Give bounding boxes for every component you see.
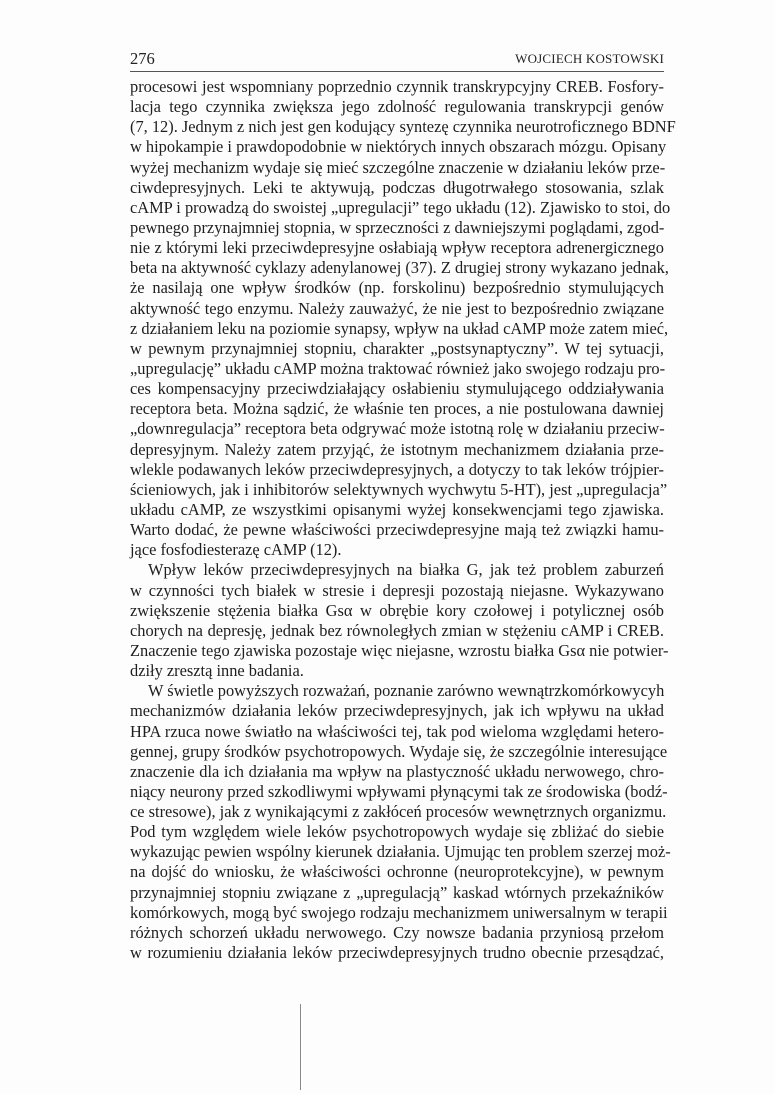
- page-number: 276: [130, 49, 155, 68]
- text-line: Znaczenie tego zjawiska pozostaje więc niejasne, wzrostu białka Gsα nie potwier-: [130, 640, 669, 660]
- text-line: wyżej mechanizm wydaje się mieć szczególne znaczenie w działaniu leków prze-: [130, 157, 666, 177]
- text-line: wlekle podawanych leków przeciwdepresyjnych, a dotyczy to tak leków trójpier-: [130, 459, 664, 479]
- text-line: układu cAMP, ze wszystkimi opisanymi wyżej konsekwencjami tego zjawiska.: [130, 499, 664, 519]
- text-line: procesowi jest wspomniany poprzednio czynnik transkrypcyjny CREB. Fosfory-: [130, 77, 664, 96]
- text-line: beta na aktywność cyklazy adenylanowej (37). Z drugiej strony wykazano jednak,: [130, 258, 669, 278]
- text-line: ces kompensacyjny przeciwdziałający osłabieniu stymulującego oddziaływania: [130, 379, 664, 399]
- text-line: „upregulację” układu cAMP można traktować również jako swojego rodzaju pro-: [130, 358, 666, 378]
- text-line: HPA rzuca nowe światło na właściwości tej, tak pod wieloma względami hetero-: [130, 721, 664, 741]
- text-line: depresyjnym. Należy zatem przyjąć, że istotnym mechanizmem działania prze-: [130, 439, 664, 459]
- text-line: chorych na depresję, jednak bez równoległych zmian w stężeniu cAMP i CREB.: [130, 620, 664, 640]
- text-line: Warto dodać, że pewne właściwości przeciwdepresyjne mają też związki hamu-: [130, 520, 664, 540]
- text-line: w czynności tych białek w stresie i depresji pozostają niejasne. Wykazywano: [130, 580, 664, 600]
- text-line: nie z którymi leki przeciwdepresyjne osłabiają wpływ receptora adrenergicznego: [130, 238, 664, 258]
- text-line: gennej, grupy środków psychotropowych. Wydaje się, że szczególnie interesujące: [130, 741, 668, 761]
- text-line: komórkowych, mogą być swojego rodzaju mechanizmem uniwersalnym w terapii: [130, 902, 668, 922]
- text-line: jące fosfodiesterazę cAMP (12).: [130, 540, 342, 560]
- running-head-author: WOJCIECH KOSTOWSKI: [515, 51, 664, 66]
- scan-line-artifact: [300, 1004, 301, 1090]
- text-line: W świetle powyższych rozważań, poznanie zarówno wewnątrzkomórkowycyh: [148, 681, 665, 701]
- text-line: receptora beta. Można sądzić, że właśnie ten proces, a nie postulowana dawniej: [130, 399, 664, 419]
- text-line: Pod tym względem wiele leków psychotropowych wydaje się zbliżać do siebie: [130, 822, 664, 842]
- text-line: (7, 12). Jednym z nich jest gen kodujący syntezę czynnika neurotroficznego BDNF: [130, 117, 676, 137]
- text-line: w pewnym przynajmniej stopniu, charakter „postsynaptyczny”. W tej sytuacji,: [130, 338, 664, 358]
- text-line: znaczenie dla ich działania ma wpływ na plastyczność układu nerwowego, chro-: [130, 761, 664, 781]
- text-line: z działaniem leku na poziomie synapsy, wpływ na układ cAMP może zatem mieć,: [130, 318, 669, 338]
- text-line: mechanizmów działania leków przeciwdepresyjnych, jak ich wpływu na układ: [130, 701, 664, 721]
- text-line: ścieniowych, jak i inhibitorów selektywnych wychwytu 5-HT), jest „upregulacja”: [130, 479, 668, 499]
- text-line: „downregulacja” receptora beta odgrywać może istotną rolę w działaniu przeciw-: [130, 419, 665, 439]
- text-line: Wpływ leków przeciwdepresyjnych na białka G, jak też problem zaburzeń: [148, 560, 664, 580]
- text-line: przynajmniej stopniu związane z „upregulacją” kaskad wtórnych przekaźników: [130, 882, 664, 902]
- text-line: aktywność tego enzymu. Należy zauważyć, że nie jest to bezpośrednio związane: [130, 298, 664, 318]
- text-line: ciwdepresyjnych. Leki te aktywują, podczas długotrwałego stosowania, szlak: [130, 177, 664, 197]
- text-line: wykazując pewien wspólny kierunek działania. Ujmując ten problem szerzej moż-: [130, 842, 671, 862]
- text-line: dziły zresztą inne badania.: [130, 661, 304, 681]
- page-header: [130, 49, 664, 72]
- body-text: [130, 77, 676, 963]
- text-line: że nasilają one wpływ środków (np. forskolinu) bezpośrednio stymulujących: [130, 278, 664, 298]
- text-line: pewnego przynajmniej stopnia, w sprzeczności z dawniejszymi poglądami, zgod-: [130, 217, 665, 237]
- text-line: w hipokampie i prawdopodobnie w niektórych innych obszarach mózgu. Opisany: [130, 137, 667, 157]
- text-line: na dojść do wniosku, że właściwości ochronne (neuroprotekcyjne), w pewnym: [130, 862, 664, 882]
- text-line: niący neurony przed szkodliwymi wpływami płynącymi tak ze środowiska (bodź-: [130, 781, 668, 801]
- text-line: ce stresowe), jak z wynikającymi z zakłóceń procesów wewnętrznych organizmu.: [130, 802, 667, 822]
- text-line: lacja tego czynnika zwiększa jego zdolność regulowania transkrypcji genów: [130, 97, 664, 117]
- text-line: zwiększenie stężenia białka Gsα w obrębie kory czołowej i potylicznej osób: [130, 600, 664, 620]
- text-line: w rozumieniu działania leków przeciwdepresyjnych trudno obecnie przesądzać,: [130, 943, 664, 963]
- text-line: różnych schorzeń układu nerwowego. Czy nowsze badania przyniosą przełom: [130, 922, 664, 942]
- text-line: cAMP i prowadzą do swoistej „upregulacji” tego układu (12). Zjawisko to stoi, do: [130, 197, 671, 217]
